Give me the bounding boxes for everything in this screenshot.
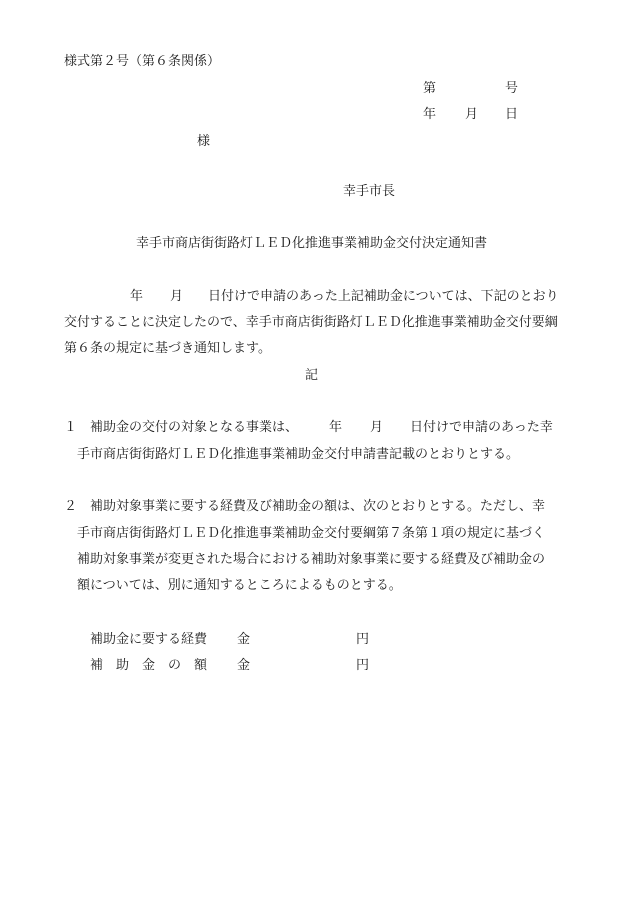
item2-line4: 額については、別に通知するところによるものとする。 xyxy=(77,578,402,593)
item2-line1: 補助対象事業に要する経費及び補助金の額は、次のとおりとする。ただし、幸 xyxy=(90,499,546,514)
body-line1: 日付けで申請のあった上記補助金については、下記のとおり xyxy=(208,289,559,304)
item2-line2: 手市商店街街路灯ＬＥＤ化推進事業補助金交付要綱第７条第１項の規定に基づく xyxy=(77,526,546,541)
date-day: 日 xyxy=(505,107,519,122)
body-line2: 交付することに決定したので、幸手市商店街街路灯ＬＥＤ化推進事業補助金交付要綱 xyxy=(64,315,558,330)
date-month: 月 xyxy=(465,107,479,122)
amount-expense-yen: 円 xyxy=(356,632,370,647)
body-year: 年 xyxy=(130,289,144,304)
item1-continuation: 手市商店街街路灯ＬＥＤ化推進事業補助金交付申請書記載のとおりとする。 xyxy=(77,447,520,462)
amount-expense-label: 補助金に要する経費 xyxy=(90,632,208,647)
document-title: 幸手市商店街街路灯ＬＥＤ化推進事業補助金交付決定通知書 xyxy=(136,236,488,251)
item2-line3: 補助対象事業が変更された場合における補助対象事業に要する経費及び補助金の xyxy=(77,552,546,567)
form-label: 様式第２号（第６条関係） xyxy=(64,54,221,69)
number-suffix: 号 xyxy=(505,81,519,96)
date-year: 年 xyxy=(423,107,437,122)
addressee-suffix: 様 xyxy=(197,134,211,149)
amount-expense-kin: 金 xyxy=(237,632,251,647)
item1-year: 年 xyxy=(329,420,343,435)
number-prefix: 第 xyxy=(423,81,437,96)
item2-number: ２ xyxy=(64,499,78,514)
issuer: 幸手市長 xyxy=(343,184,396,199)
item1-month: 月 xyxy=(370,420,384,435)
item1-start: 補助金の交付の対象となる事業は、 xyxy=(90,420,299,435)
body-line3: 第６条の規定に基づき通知します。 xyxy=(64,341,271,356)
amount-subsidy-yen: 円 xyxy=(356,658,370,673)
amount-subsidy-label: 補 助 金 の 額 xyxy=(90,658,208,673)
body-month: 月 xyxy=(170,289,184,304)
item1-number: １ xyxy=(64,420,78,435)
item1-end: 日付けで申請のあった幸 xyxy=(410,420,553,435)
amount-subsidy-kin: 金 xyxy=(237,658,251,673)
ki-heading: 記 xyxy=(305,368,319,383)
